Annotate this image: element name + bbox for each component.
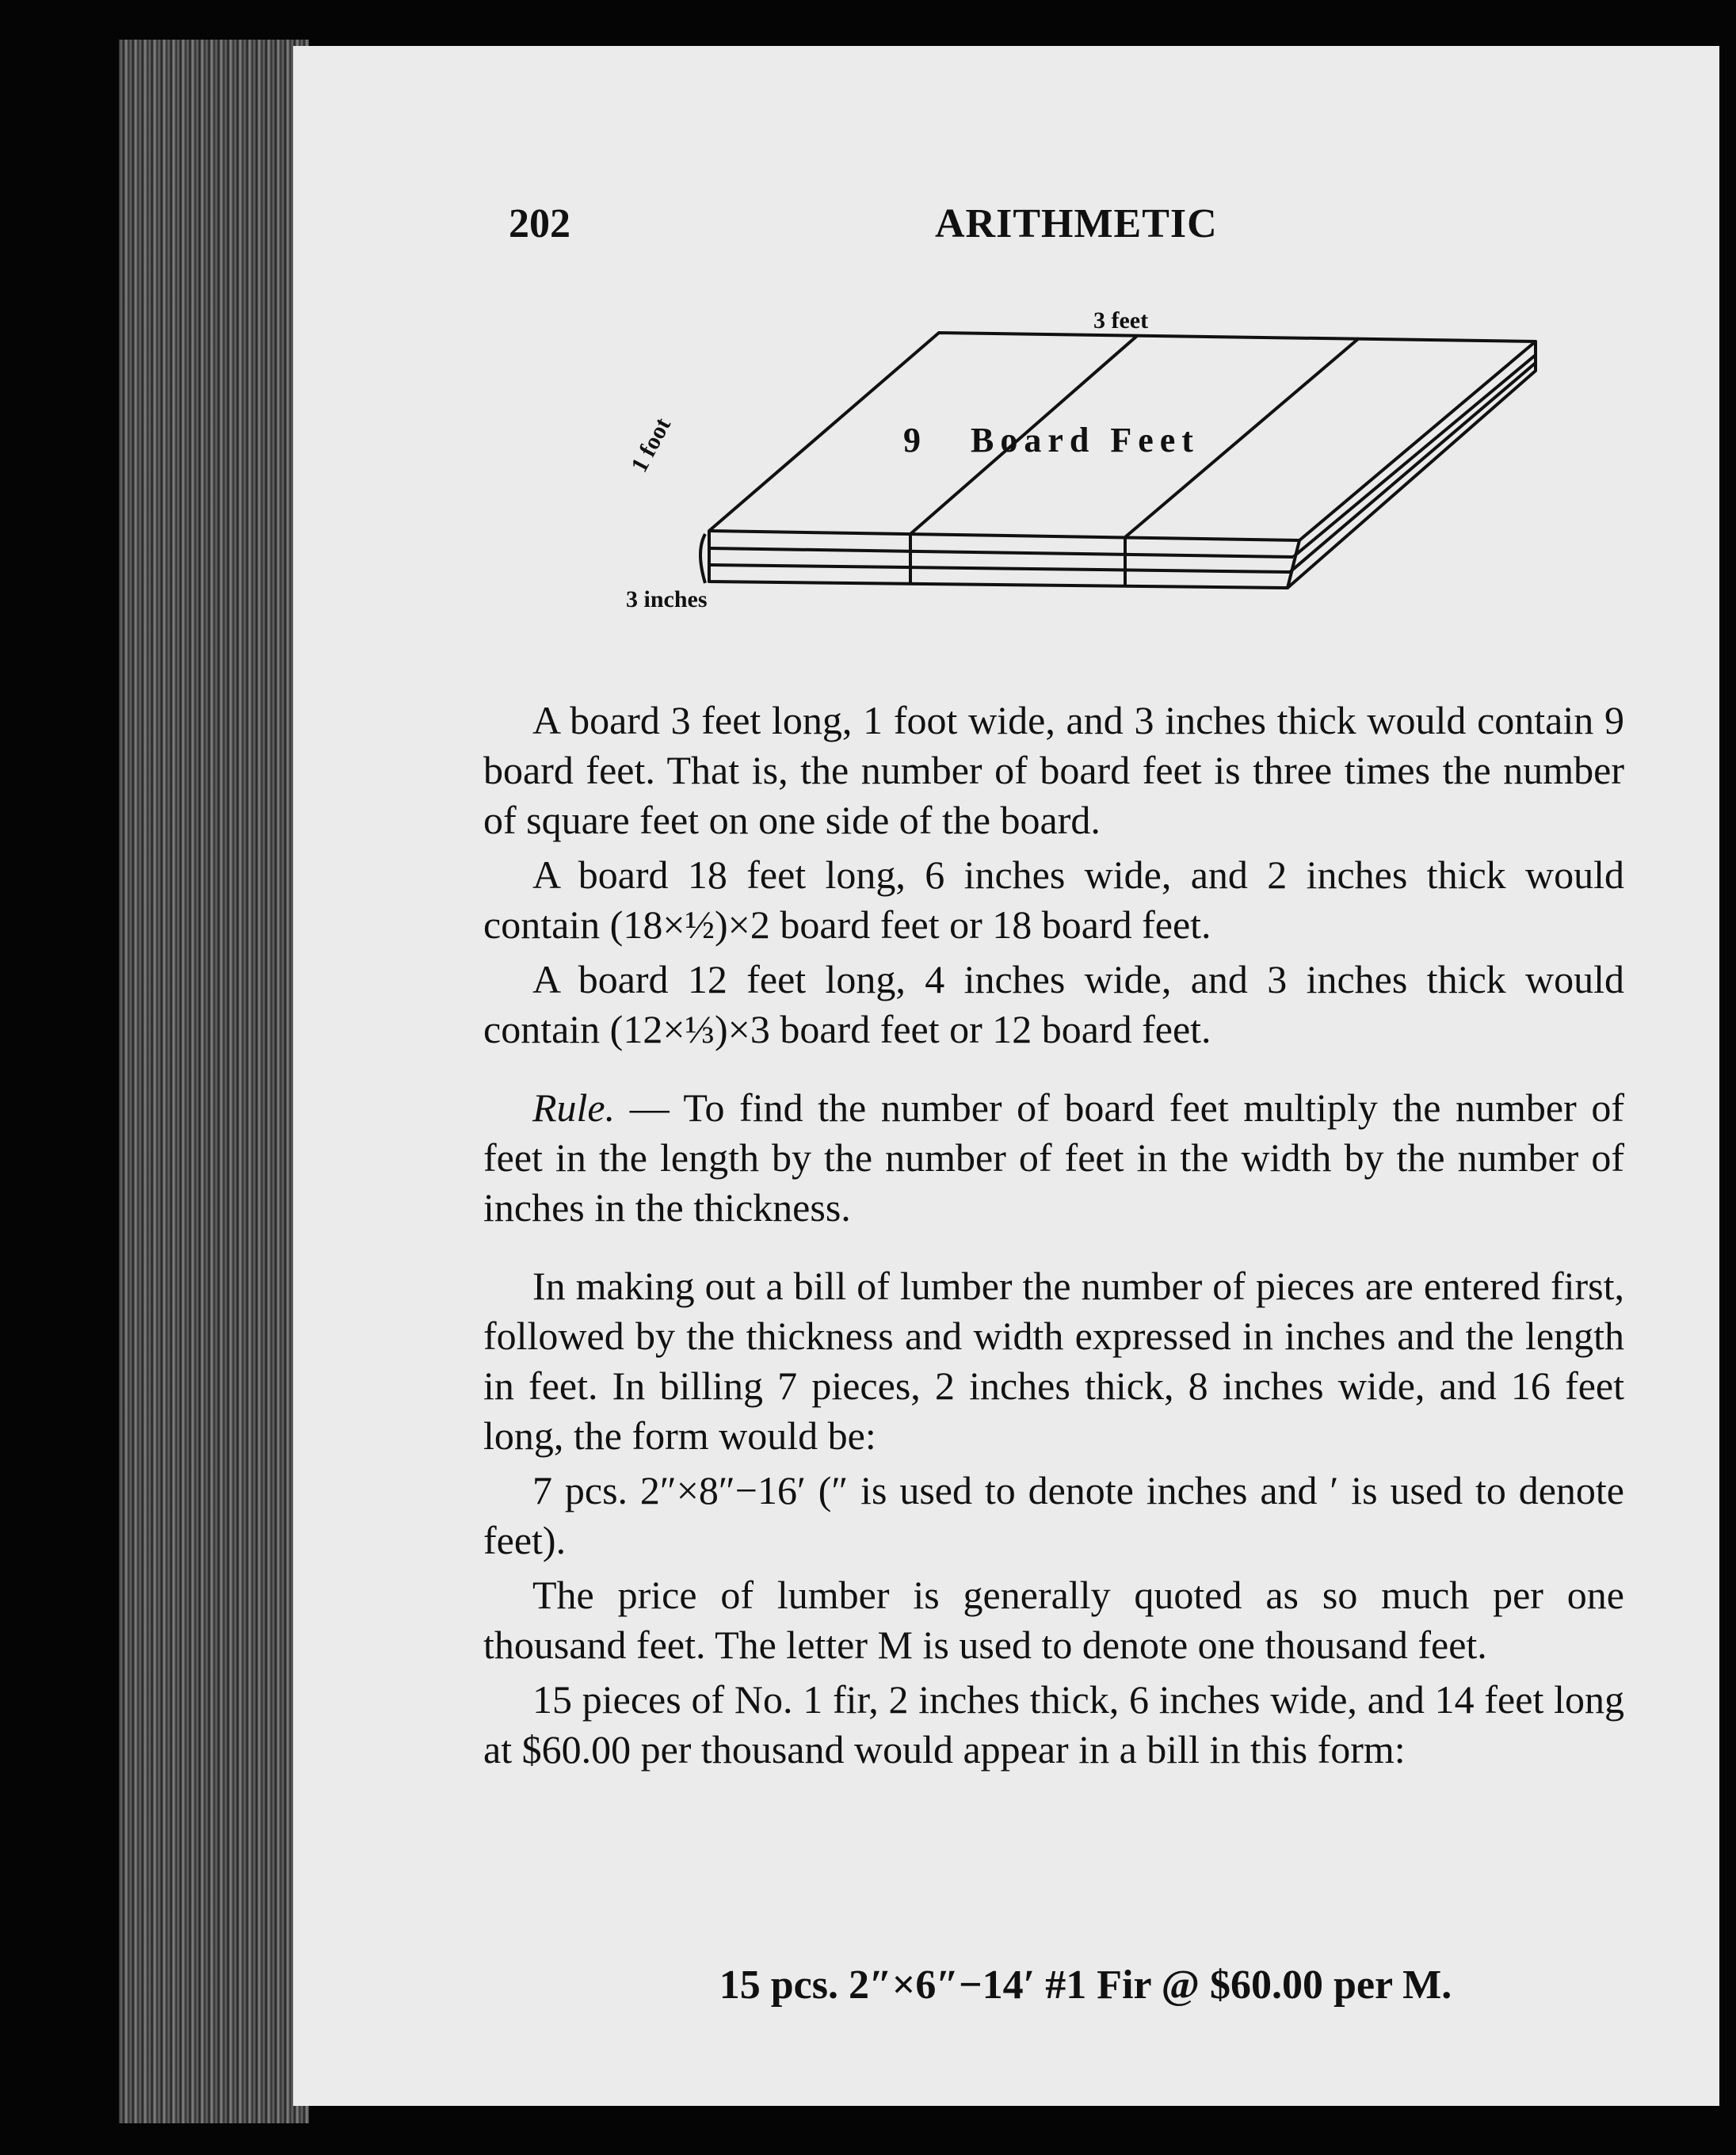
paragraph: A board 18 feet long, 6 inches wide, and 2 inches thick would contain (18×½)×2 board feet or 18 board feet. xyxy=(483,852,1624,947)
paragraph: In making out a bill of lumber the number of pieces are entered first, followed by the thickness and width expressed in inches and the length in feet. In billing 7 pieces, 2 inches thick, 8 inches wide, and 16 feet long, the form would be: xyxy=(483,1264,1624,1458)
board-feet-label: Board Feet xyxy=(971,421,1200,460)
rule-paragraph xyxy=(483,1083,1624,1233)
body-text xyxy=(483,696,1624,1775)
board-layer-line xyxy=(709,565,1290,572)
book-page xyxy=(293,46,1719,2106)
paragraph: 7 pcs. 2″×8″−16′ (″ is used to denote inches and ′ is used to denote feet). xyxy=(483,1468,1624,1562)
length-label: 3 feet xyxy=(1093,307,1149,334)
page-number: 202 xyxy=(509,201,570,246)
thickness-bracket xyxy=(700,534,705,583)
board-diagram xyxy=(293,46,1719,632)
bill-text: 15 pcs. 2″×6″−14′ #1 Fir @ $60.00 per M. xyxy=(719,1962,1452,2008)
board-layer-line xyxy=(709,548,1293,557)
board-layer-line xyxy=(1293,355,1536,557)
rule-text: — To find the number of board feet multiply the number of feet in the length by the number of feet in the width by the number of inches in the thickness. xyxy=(483,1085,1624,1230)
bill-example xyxy=(293,1962,1719,2008)
rule-label: Rule. xyxy=(532,1085,616,1130)
board-feet-figure xyxy=(293,46,1719,632)
paragraph: The price of lumber is generally quoted as so much per one thousand feet. The letter M is used to denote one thousand feet. xyxy=(483,1573,1624,1667)
paragraph: A board 3 feet long, 1 foot wide, and 3 inches thick would contain 9 board feet. That is, the number of board feet is three times the number of square feet on one side of the board. xyxy=(483,698,1624,842)
board-side-face xyxy=(1288,341,1536,588)
running-head: ARITHMETIC xyxy=(935,201,1218,246)
paragraph: A board 12 feet long, 4 inches wide, and 3 inches thick would contain (12×⅓)×3 board feet or 12 board feet. xyxy=(483,957,1624,1051)
book-page-edges xyxy=(119,40,309,2123)
board-layer-line xyxy=(1290,363,1536,572)
width-label: 1 foot xyxy=(626,414,677,477)
paragraph: 15 pieces of No. 1 fir, 2 inches thick, 6 inches wide, and 14 feet long at $60.00 per thousand would appear in a bill in this form: xyxy=(483,1677,1624,1772)
board-feet-count: 9 xyxy=(903,421,924,460)
thickness-label: 3 inches xyxy=(626,586,708,612)
